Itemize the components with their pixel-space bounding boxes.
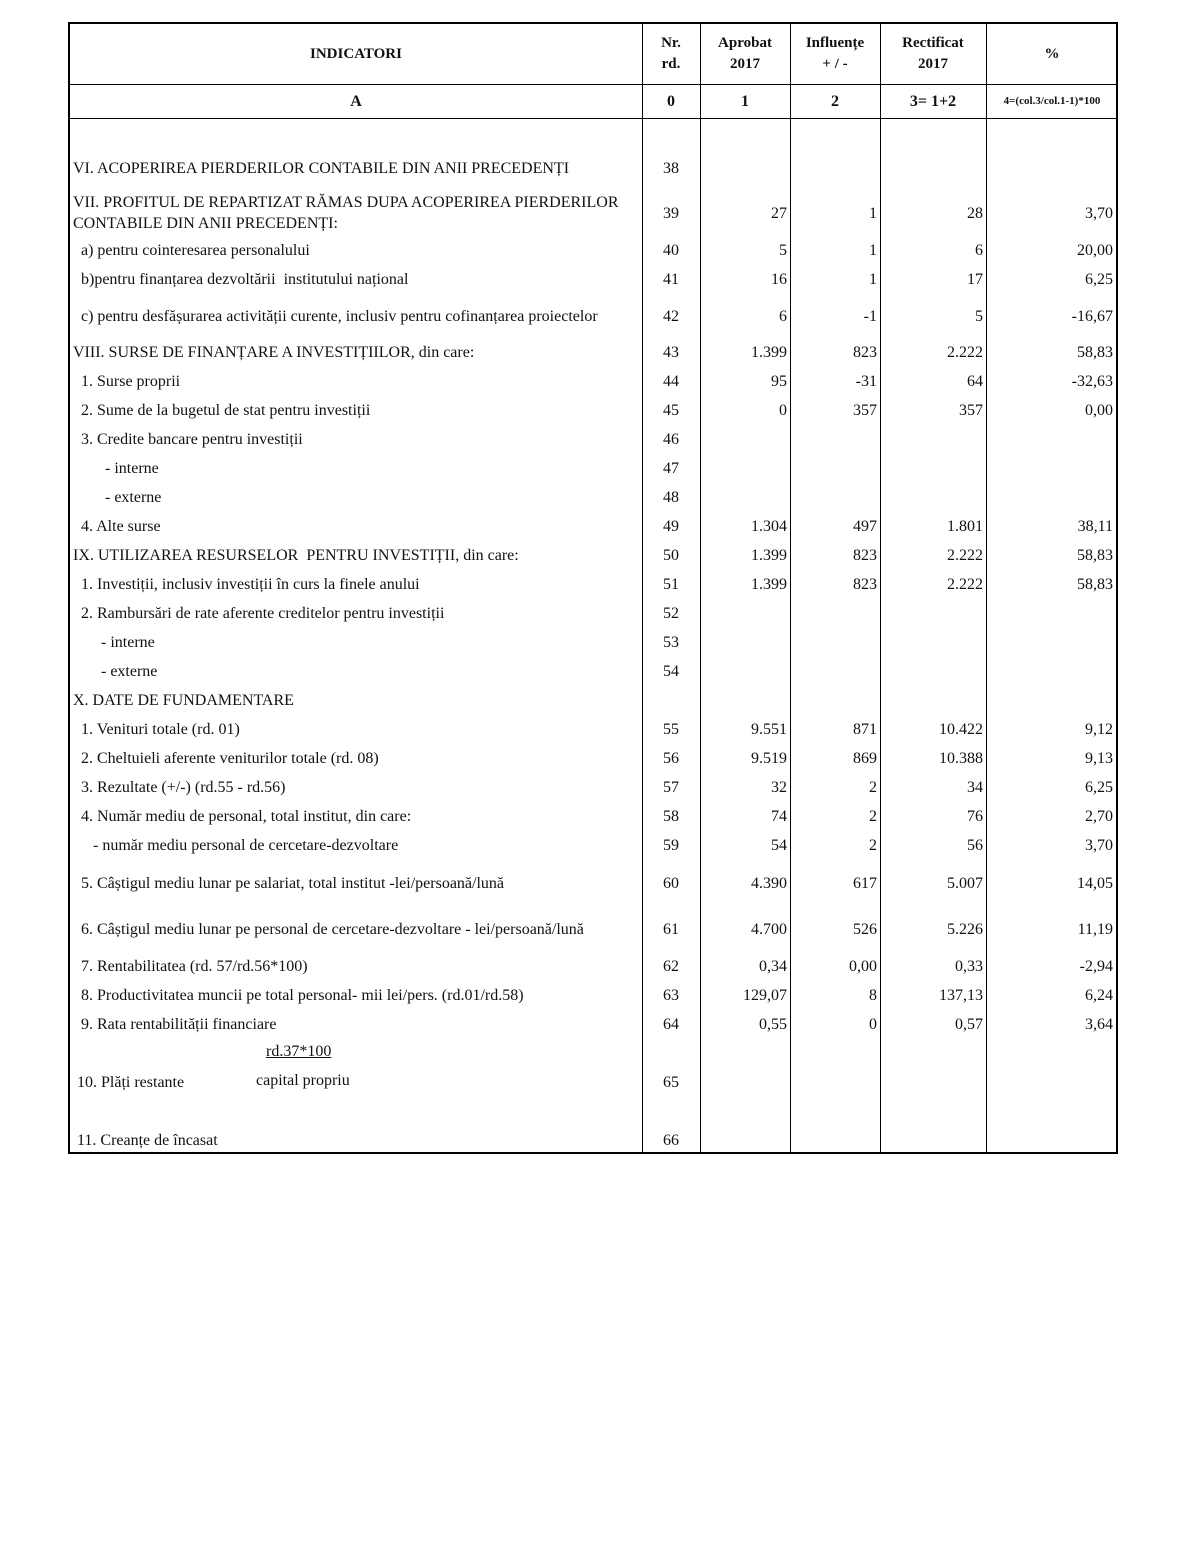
row-number-cell: 54 <box>663 663 679 680</box>
table-row <box>70 367 1116 396</box>
row-number-cell: 46 <box>663 431 679 448</box>
influente-cell: 1 <box>869 204 877 222</box>
row-number-cell: 61 <box>663 920 679 938</box>
influente-cell <box>791 686 877 715</box>
percent-cell: 38,11 <box>1077 518 1113 535</box>
indicator-cell: 9. Rata rentabilității financiare <box>73 1016 277 1033</box>
header-indicatori: INDICATORI <box>310 45 402 62</box>
influente-cell <box>791 657 877 686</box>
aprobat-cell: 4.700 <box>751 920 787 938</box>
influente-cell: 823 <box>853 344 877 361</box>
row-number-cell: 53 <box>663 634 679 651</box>
indicator-cell: 4. Alte surse <box>73 518 161 535</box>
aprobat-cell <box>701 686 787 715</box>
aprobat-cell <box>701 454 787 483</box>
row-number-cell: 65 <box>663 1074 679 1091</box>
table-row <box>70 686 1116 715</box>
percent-cell: 2,70 <box>1085 808 1113 825</box>
aprobat-cell <box>701 425 787 454</box>
aprobat-cell: 6 <box>779 307 787 325</box>
table-row <box>70 483 1116 512</box>
aprobat-cell: 9.551 <box>751 721 787 738</box>
percent-cell <box>987 628 1113 657</box>
influente-cell: 617 <box>853 874 877 892</box>
row-number-cell: 56 <box>663 750 679 767</box>
row-number-cell: 38 <box>663 159 679 177</box>
indicator-cell: VI. ACOPERIREA PIERDERILOR CONTABILE DIN ANII PRECEDENȚI <box>73 159 570 177</box>
table-row <box>70 628 1116 657</box>
rectificat-cell: 5.226 <box>947 920 983 938</box>
rectificat-cell: 17 <box>967 271 983 288</box>
rectificat-cell: 1.801 <box>947 518 983 535</box>
table-row <box>70 396 1116 425</box>
table-row <box>70 1039 1116 1126</box>
indicator-cell: VIII. SURSE DE FINANȚARE A INVESTIȚIILOR, din care: <box>73 344 475 361</box>
header-influente-line2: + / - <box>822 56 848 72</box>
aprobat-cell: 27 <box>771 204 787 222</box>
influente-cell: 869 <box>853 750 877 767</box>
row-number-cell: 50 <box>663 547 679 564</box>
header-influente-line1: Influențe <box>805 35 865 51</box>
influente-cell <box>791 146 877 190</box>
indicator-cell: 3. Credite bancare pentru investiții <box>73 431 303 448</box>
rectificat-cell <box>881 1039 983 1126</box>
row-number-cell: 62 <box>663 958 679 975</box>
row-number-cell: 40 <box>663 242 679 259</box>
indicator-cell: b)pentru finanțarea dezvoltării institutului național <box>73 271 409 288</box>
header-nr-rd <box>642 24 700 84</box>
indicator-cell: 8. Productivitatea muncii pe total personal- mii lei/pers. (rd.01/rd.58) <box>73 987 524 1004</box>
table-row <box>70 715 1116 744</box>
aprobat-cell: 9.519 <box>751 750 787 767</box>
influente-cell: 2 <box>869 779 877 796</box>
rectificat-cell: 5.007 <box>947 874 983 892</box>
influente-cell <box>791 599 877 628</box>
indicator-cell: - externe <box>73 663 158 680</box>
influente-cell: 0 <box>869 1016 877 1033</box>
rectificat-cell <box>881 657 983 686</box>
influente-cell <box>791 1126 877 1155</box>
row-number-cell: 59 <box>663 837 679 854</box>
indicator-cell: 2. Rambursări de rate aferente creditelor pentru investiții <box>73 605 445 622</box>
rectificat-cell: 34 <box>967 779 983 796</box>
percent-cell: 58,83 <box>1077 547 1113 564</box>
percent-cell <box>987 483 1113 512</box>
indicator-cell: 2. Sume de la bugetul de stat pentru investiții <box>73 402 371 419</box>
table-row <box>70 599 1116 628</box>
row-number-cell: 66 <box>663 1132 679 1149</box>
rectificat-cell <box>881 146 983 190</box>
indicator-cell: 11. Creanțe de încasat <box>73 1132 218 1149</box>
influente-cell: 1 <box>869 242 877 259</box>
row-number-cell: 55 <box>663 721 679 738</box>
influente-cell: 871 <box>853 721 877 738</box>
row-number-cell: 39 <box>663 204 679 222</box>
row-number-cell: 52 <box>663 605 679 622</box>
indicator-cell: c) pentru desfășurarea activității curente, inclusiv pentru cofinanțarea proiectelor <box>73 307 598 325</box>
influente-cell <box>791 628 877 657</box>
influente-cell: 2 <box>869 808 877 825</box>
percent-cell: -32,63 <box>1071 373 1113 390</box>
table-row <box>70 952 1116 981</box>
subheader-2: 2 <box>831 92 839 110</box>
influente-cell: 823 <box>853 576 877 593</box>
percent-cell: 14,05 <box>1077 874 1113 892</box>
aprobat-cell <box>701 146 787 190</box>
percent-cell: 6,25 <box>1085 779 1113 796</box>
table-row <box>70 236 1116 265</box>
percent-cell: 58,83 <box>1077 344 1113 361</box>
influente-cell: 2 <box>869 837 877 854</box>
influente-cell <box>791 454 877 483</box>
indicator-cell: 4. Număr mediu de personal, total institut, din care: <box>73 808 412 825</box>
aprobat-cell: 1.399 <box>751 547 787 564</box>
percent-cell <box>987 686 1113 715</box>
percent-cell <box>987 1039 1113 1126</box>
rectificat-cell: 2.222 <box>947 576 983 593</box>
percent-cell: 3,64 <box>1085 1016 1113 1033</box>
formula-denominator: capital propriu <box>256 1072 350 1089</box>
header-rectificat-line1: Rectificat <box>902 35 964 51</box>
table-row <box>70 802 1116 831</box>
table-row <box>70 657 1116 686</box>
influente-cell: 823 <box>853 547 877 564</box>
row-number-cell <box>642 686 700 715</box>
indicator-cell: 1. Surse proprii <box>73 373 181 390</box>
aprobat-cell: 1.304 <box>751 518 787 535</box>
table-row <box>70 906 1116 952</box>
row-number-cell: 42 <box>663 307 679 325</box>
header-percent: % <box>1044 45 1060 62</box>
indicator-cell: 6. Câștigul mediu lunar pe personal de cercetare-dezvoltare - lei/persoană/lună <box>73 920 584 938</box>
aprobat-cell <box>701 1039 787 1126</box>
subheader-3: 3= 1+2 <box>909 92 957 110</box>
row-number-cell: 51 <box>663 576 679 593</box>
indicator-cell: VII. PROFITUL DE REPARTIZAT RĂMAS DUPA ACOPERIREA PIERDERILOR CONTABILE DIN ANII PRECEDENȚI: <box>73 194 623 232</box>
aprobat-cell: 1.399 <box>751 576 787 593</box>
header-nr-line1: Nr. <box>661 35 681 51</box>
influente-cell: -31 <box>855 373 877 390</box>
rectificat-cell <box>881 686 983 715</box>
rectificat-cell <box>881 483 983 512</box>
percent-cell <box>987 599 1113 628</box>
percent-cell: 6,24 <box>1085 987 1113 1004</box>
table-row <box>70 1126 1116 1155</box>
rectificat-cell: 0,33 <box>955 958 983 975</box>
table-row <box>70 541 1116 570</box>
percent-cell <box>987 425 1113 454</box>
influente-cell: 1 <box>869 271 877 288</box>
rectificat-cell: 6 <box>975 242 983 259</box>
header-rectificat <box>880 24 986 84</box>
row-number-cell: 47 <box>663 460 679 477</box>
row-number-cell: 60 <box>663 874 679 892</box>
row-number-cell: 64 <box>663 1016 679 1033</box>
rectificat-cell <box>881 454 983 483</box>
aprobat-cell: 32 <box>771 779 787 796</box>
rectificat-cell: 76 <box>967 808 983 825</box>
aprobat-cell <box>701 657 787 686</box>
percent-cell: -2,94 <box>1079 958 1113 975</box>
aprobat-cell: 5 <box>779 242 787 259</box>
aprobat-cell: 129,07 <box>743 987 787 1004</box>
rectificat-cell <box>881 628 983 657</box>
row-number-cell: 48 <box>663 489 679 506</box>
table-row <box>70 831 1116 860</box>
aprobat-cell: 54 <box>771 837 787 854</box>
rectificat-cell: 5 <box>975 307 983 325</box>
percent-cell: 3,70 <box>1085 837 1113 854</box>
aprobat-cell: 1.399 <box>751 344 787 361</box>
table-row <box>70 512 1116 541</box>
aprobat-cell: 0 <box>779 402 787 419</box>
subheader-4: 4=(col.3/col.1-1)*100 <box>1003 94 1101 107</box>
row-number-cell: 45 <box>663 402 679 419</box>
percent-cell: 9,13 <box>1085 750 1113 767</box>
indicator-cell: 5. Câștigul mediu lunar pe salariat, total institut -lei/persoană/lună <box>73 874 505 892</box>
table-row <box>70 860 1116 906</box>
table-row <box>70 773 1116 802</box>
header-aprobat-line1: Aprobat <box>718 35 772 51</box>
aprobat-cell <box>701 628 787 657</box>
table-row <box>70 338 1116 367</box>
rectificat-cell <box>881 1126 983 1155</box>
influente-cell <box>791 483 877 512</box>
percent-cell: 6,25 <box>1085 271 1113 288</box>
influente-cell: -1 <box>863 307 877 325</box>
aprobat-cell <box>701 483 787 512</box>
table-row <box>70 570 1116 599</box>
table-row <box>70 744 1116 773</box>
subheader-1: 1 <box>741 92 749 110</box>
row-number-cell: 57 <box>663 779 679 796</box>
aprobat-cell <box>701 1126 787 1155</box>
aprobat-cell: 74 <box>771 808 787 825</box>
row-number-cell: 43 <box>663 344 679 361</box>
table-row <box>70 265 1116 294</box>
aprobat-cell: 95 <box>771 373 787 390</box>
rectificat-cell <box>881 425 983 454</box>
percent-cell: 58,83 <box>1077 576 1113 593</box>
percent-cell: 11,19 <box>1077 920 1113 938</box>
formula-numerator: rd.37*100 <box>266 1043 332 1060</box>
rectificat-cell: 10.388 <box>939 750 983 767</box>
percent-cell: 0,00 <box>1085 402 1113 419</box>
budget-table <box>68 22 1118 1154</box>
influente-cell: 8 <box>869 987 877 1004</box>
rectificat-cell: 0,57 <box>955 1016 983 1033</box>
indicator-cell: 2. Cheltuieli aferente veniturilor totale (rd. 08) <box>73 750 379 767</box>
indicator-cell: a) pentru cointeresarea personalului <box>73 242 310 259</box>
table-row <box>70 981 1116 1010</box>
indicator-cell: 10. Plăți restante <box>73 1074 185 1091</box>
indicator-cell: IX. UTILIZAREA RESURSELOR PENTRU INVESTIȚII, din care: <box>73 547 519 564</box>
header-nr-line2: rd. <box>661 56 681 72</box>
percent-cell: 20,00 <box>1077 242 1113 259</box>
indicator-cell: 1. Venituri totale (rd. 01) <box>73 721 240 738</box>
indicator-cell: X. DATE DE FUNDAMENTARE <box>73 692 294 709</box>
influente-cell <box>791 425 877 454</box>
influente-cell <box>791 1039 877 1126</box>
indicator-cell: - număr mediu personal de cercetare-dezvoltare <box>73 837 399 854</box>
rectificat-cell: 2.222 <box>947 547 983 564</box>
row-divider <box>70 118 1116 119</box>
rectificat-cell <box>881 599 983 628</box>
table-row <box>70 425 1116 454</box>
header-rectificat-line2: 2017 <box>918 56 948 72</box>
rectificat-cell: 10.422 <box>939 721 983 738</box>
indicator-cell: - interne <box>73 460 159 477</box>
aprobat-cell: 0,55 <box>759 1016 787 1033</box>
percent-cell <box>987 1126 1113 1155</box>
percent-cell: 9,12 <box>1085 721 1113 738</box>
percent-cell <box>987 657 1113 686</box>
rectificat-cell: 137,13 <box>939 987 983 1004</box>
aprobat-cell: 4.390 <box>751 874 787 892</box>
aprobat-cell <box>701 599 787 628</box>
row-number-cell: 49 <box>663 518 679 535</box>
aprobat-cell: 0,34 <box>759 958 787 975</box>
indicator-cell: - externe <box>73 489 162 506</box>
percent-cell: 3,70 <box>1085 204 1113 222</box>
table-row <box>70 1010 1116 1039</box>
row-number-cell: 44 <box>663 373 679 390</box>
table-row <box>70 146 1116 190</box>
table-row <box>70 454 1116 483</box>
row-number-cell: 58 <box>663 808 679 825</box>
table-row <box>70 190 1116 236</box>
aprobat-cell: 16 <box>771 271 787 288</box>
indicator-cell: 7. Rentabilitatea (rd. 57/rd.56*100) <box>73 958 308 975</box>
percent-cell <box>987 146 1113 190</box>
influente-cell: 497 <box>853 518 877 535</box>
rectificat-cell: 28 <box>967 204 983 222</box>
subheader-0: 0 <box>667 92 675 110</box>
table-row <box>70 294 1116 338</box>
indicator-cell: 3. Rezultate (+/-) (rd.55 - rd.56) <box>73 779 286 796</box>
rectificat-cell: 56 <box>967 837 983 854</box>
header-influente <box>790 24 880 84</box>
percent-cell: -16,67 <box>1071 307 1113 325</box>
row-number-cell: 41 <box>663 271 679 288</box>
rectificat-cell: 357 <box>959 402 983 419</box>
rectificat-cell: 64 <box>967 373 983 390</box>
row-number-cell: 63 <box>663 987 679 1004</box>
header-aprobat <box>700 24 790 84</box>
influente-cell: 0,00 <box>849 958 877 975</box>
subheader-a: A <box>350 92 362 110</box>
influente-cell: 526 <box>853 920 877 938</box>
rectificat-cell: 2.222 <box>947 344 983 361</box>
percent-cell <box>987 454 1113 483</box>
header-aprobat-line2: 2017 <box>730 56 760 72</box>
indicator-cell: 1. Investiții, inclusiv investiții în curs la finele anului <box>73 576 420 593</box>
influente-cell: 357 <box>853 402 877 419</box>
indicator-cell: - interne <box>73 634 155 651</box>
